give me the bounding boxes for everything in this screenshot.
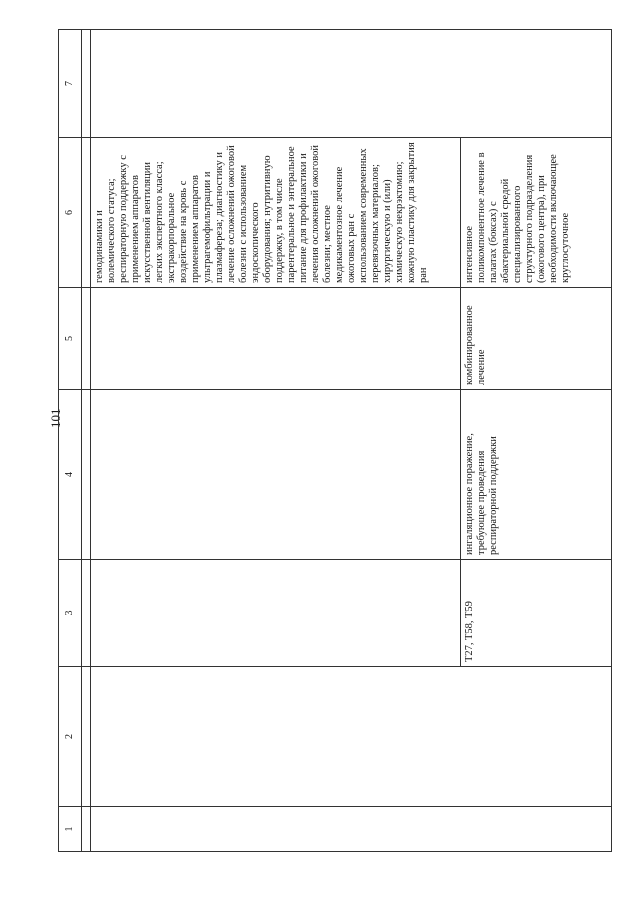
header-col-3: 3 [59,560,82,667]
cell-col-7 [91,30,612,138]
header-col-4: 4 [59,390,82,560]
cell-col-4 [91,390,461,560]
spacer-row [82,30,91,852]
cell-treatment-method: интенсивное поликомпонентное лечение в палатах (боксах) с абактериальной средой специализированного структурного подразделения (ожогового центра), при необходимости включающее круглосуточное [461,138,612,288]
header-row [59,30,82,852]
header-col-7: 7 [59,30,82,138]
cell-col-1 [91,807,612,852]
table-row-continuation [91,30,461,852]
cell-col-2 [91,667,612,807]
header-col-2: 2 [59,667,82,807]
header-col-5: 5 [59,288,82,390]
header-col-6: 6 [59,138,82,288]
cell-col-3 [91,560,461,667]
cell-treatment-type: комбинированное лечение [461,288,612,390]
rotated-table-frame [58,30,612,852]
cell-diagnosis-codes: T27, T58, T59 [461,560,612,667]
cell-col-6-continuation: гемодинамики и волемического статуса; респираторную поддержку с применением аппаратов искусственной вентиляции легких экспертного класса; экстракорпоральное воздействие на кровь с применением аппаратов ультрагемофильтрации и плазмафереза; диагностику и лечение осложнений ожоговой болезни с использованием эндоскопического оборудования; нутритивную поддержку, в том числе парентеральное и энтеральное питание для профилактики и лечения осложнений ожоговой болезни; местное медикаментозное лечение ожоговых ран с использованием современных перевязочных материалов; хирургическую и (или) химическую некрэктомию; кожную пластику для закрытия ран [91,138,461,288]
medical-table [58,29,612,852]
header-col-1: 1 [59,807,82,852]
page-number: 101 [48,408,63,428]
cell-patient-model: ингаляционное поражение, требующее проведения респираторной поддержки [461,390,612,560]
cell-col-5 [91,288,461,390]
